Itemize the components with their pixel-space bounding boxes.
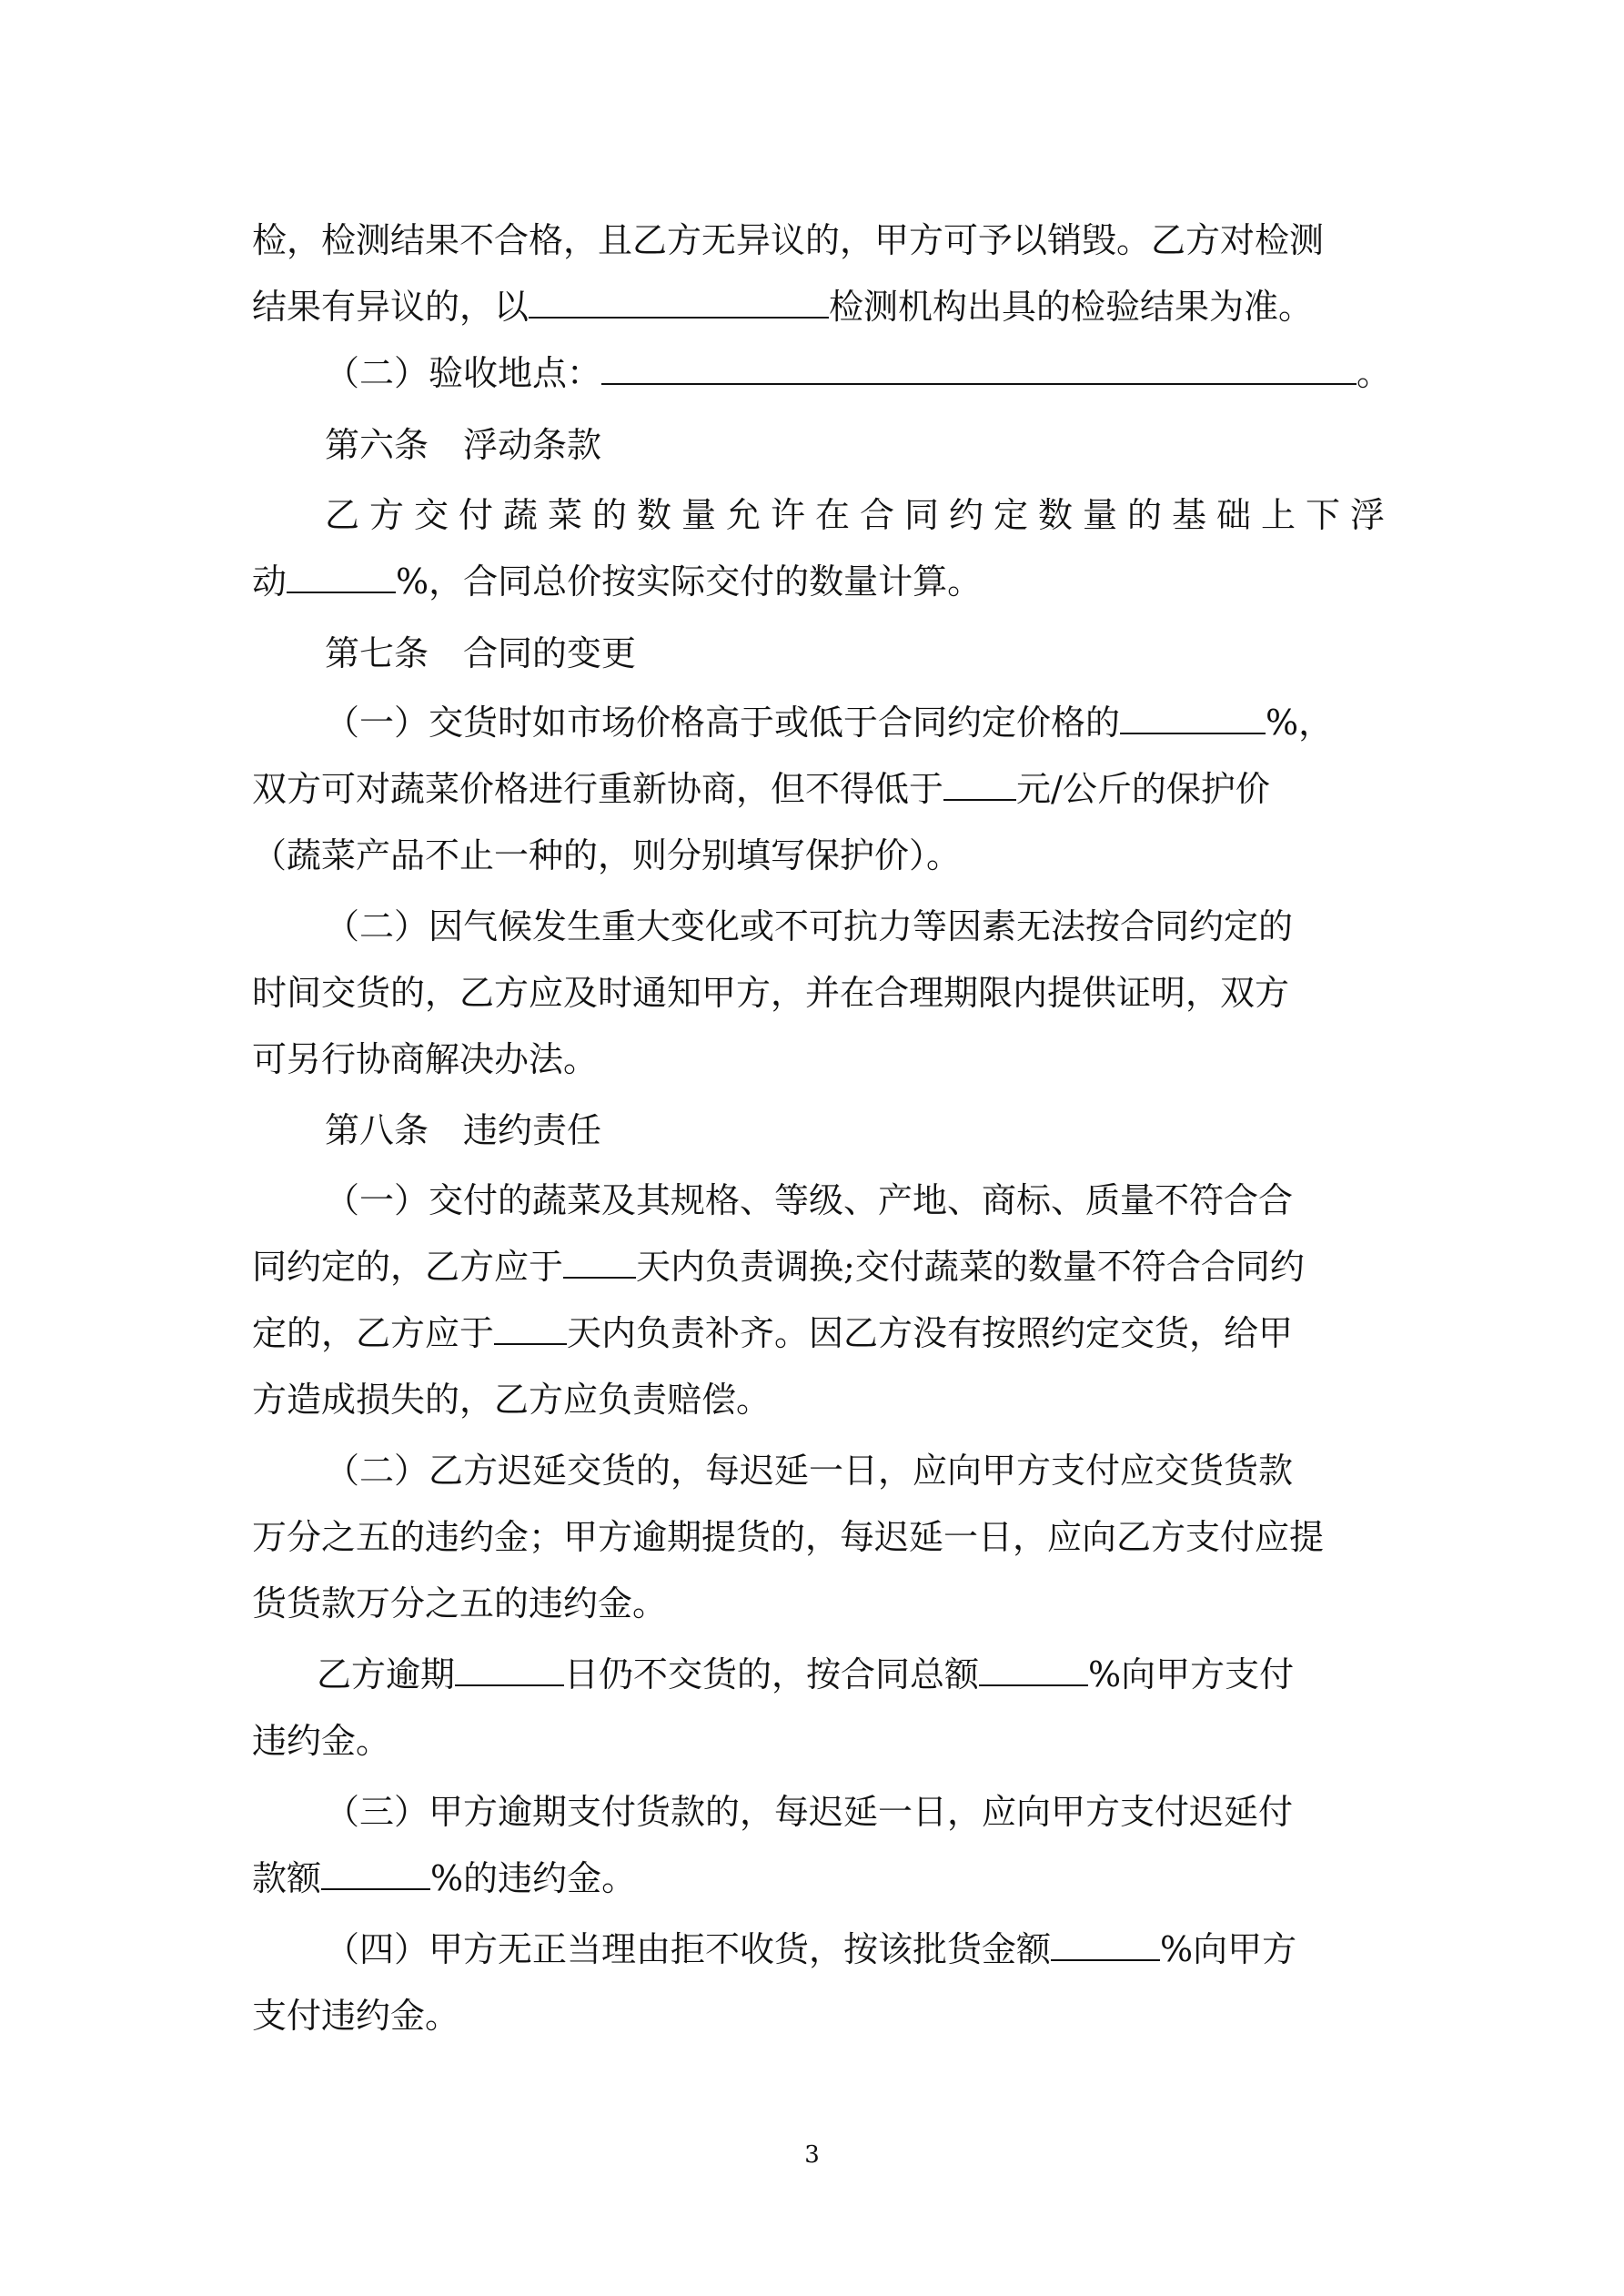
fill-blank xyxy=(601,343,1357,385)
text-segment: 结果有异议的，以 xyxy=(252,287,530,327)
text-segment: 乙方交付蔬菜的数量允许在合同约定数量的基础上下浮 xyxy=(325,495,1396,535)
text-segment: （一）交货时如市场价格高于或低于合同约定价格的 xyxy=(325,703,1121,743)
paragraph-line xyxy=(325,1779,1293,1845)
text-segment: 元/公斤的保护价 xyxy=(1016,769,1270,809)
text-segment: 支付违约金。 xyxy=(252,1996,460,2036)
text-segment: 违约金。 xyxy=(252,1721,391,1761)
paragraph-line xyxy=(252,1027,598,1092)
text-segment: 检，检测结果不合格，且乙方无异议的，甲方可予以销毁。乙方对检测 xyxy=(252,220,1325,260)
text-segment: %向甲方 xyxy=(1160,1929,1297,1969)
paragraph-line xyxy=(252,549,982,614)
page-number: 3 xyxy=(804,2141,820,2169)
text-segment: （二）因气候发生重大变化或不可抗力等因素无法按合同约定的 xyxy=(325,906,1294,946)
paragraph-line xyxy=(252,1983,459,2048)
text-segment: %， xyxy=(1266,703,1334,743)
paragraph-line xyxy=(325,894,1293,959)
text-segment: 方造成损失的，乙方应负责赔偿。 xyxy=(252,1380,772,1420)
text-segment: 日仍不交货的，按合同总额 xyxy=(564,1654,980,1694)
paragraph-line xyxy=(325,1168,1293,1233)
paragraph-line xyxy=(252,207,1324,273)
text-segment: 定的，乙方应于 xyxy=(252,1313,495,1353)
text-segment: 时间交货的，乙方应及时通知甲方，并在合理期限内提供证明，双方 xyxy=(252,973,1290,1013)
paragraph-line xyxy=(252,960,1289,1026)
text-segment: （二）验收地点： xyxy=(325,353,602,393)
fill-blank xyxy=(529,277,829,319)
text-segment: 款额 xyxy=(252,1858,322,1898)
article-8-heading: 第八条 违约责任 xyxy=(325,1110,602,1150)
text-segment: （一）交付的蔬菜及其规格、等级、产地、商标、质量不符合合 xyxy=(325,1180,1294,1220)
text-segment: 乙方逾期 xyxy=(317,1654,456,1694)
paragraph-line xyxy=(252,823,961,888)
paragraph-line xyxy=(252,1846,636,1911)
paragraph-line xyxy=(325,340,1391,406)
fill-blank xyxy=(979,1644,1088,1686)
text-segment: 万分之五的违约金；甲方逾期提货的，每迟延一日，应向乙方支付应提 xyxy=(252,1517,1325,1557)
paragraph-line xyxy=(252,274,1313,339)
paragraph-line xyxy=(252,1571,667,1636)
text-segment: 同约定的，乙方应于 xyxy=(252,1247,564,1287)
text-segment: （四）甲方无正当理由拒不收货，按该批货金额 xyxy=(325,1929,1052,1969)
fill-blank xyxy=(1120,693,1266,734)
text-segment: 可另行协商解决办法。 xyxy=(252,1039,599,1079)
fill-blank xyxy=(494,1303,567,1345)
paragraph-line xyxy=(252,1234,1305,1300)
paragraph-line xyxy=(252,1300,1293,1366)
text-segment: 双方可对蔬菜价格进行重新协商，但不得低于 xyxy=(252,769,944,809)
text-segment: （蔬菜产品不止一种的，则分别填写保护价）。 xyxy=(252,835,962,875)
fill-blank xyxy=(1051,1919,1160,1961)
text-segment: 动 xyxy=(252,561,287,602)
text-segment: 天内负责调换;交付蔬菜的数量不符合合同约 xyxy=(636,1247,1305,1287)
paragraph-line xyxy=(325,482,1395,548)
fill-blank xyxy=(287,551,396,593)
fill-blank xyxy=(563,1237,636,1279)
text-segment: 天内负责补齐。因乙方没有按照约定交货，给甲 xyxy=(567,1313,1294,1353)
text-segment: %向甲方支付 xyxy=(1088,1654,1295,1694)
text-segment: 。 xyxy=(1357,353,1392,393)
fill-blank xyxy=(321,1848,430,1890)
text-segment: （二）乙方迟延交货的，每迟延一日，应向甲方支付应交货货款 xyxy=(325,1451,1294,1491)
paragraph-line xyxy=(252,756,1270,822)
paragraph-line xyxy=(252,1367,771,1432)
paragraph-line xyxy=(317,1642,1294,1707)
fill-blank xyxy=(455,1644,564,1686)
paragraph-line xyxy=(325,690,1333,755)
text-segment: 货货款万分之五的违约金。 xyxy=(252,1583,668,1623)
text-segment: %的违约金。 xyxy=(430,1858,637,1898)
paragraph-line xyxy=(325,1438,1293,1503)
fill-blank xyxy=(943,759,1016,801)
text-segment: %，合同总价按实际交付的数量计算。 xyxy=(396,561,983,602)
article-7-heading: 第七条 合同的变更 xyxy=(325,633,637,673)
paragraph-line xyxy=(325,1917,1296,1982)
text-segment: （三）甲方逾期支付货款的，每迟延一日，应向甲方支付迟延付 xyxy=(325,1792,1294,1832)
article-6-heading: 第六条 浮动条款 xyxy=(325,425,602,465)
paragraph-line xyxy=(252,1708,390,1774)
text-segment: 检测机构出具的检验结果为准。 xyxy=(829,287,1314,327)
paragraph-line xyxy=(252,1504,1324,1570)
